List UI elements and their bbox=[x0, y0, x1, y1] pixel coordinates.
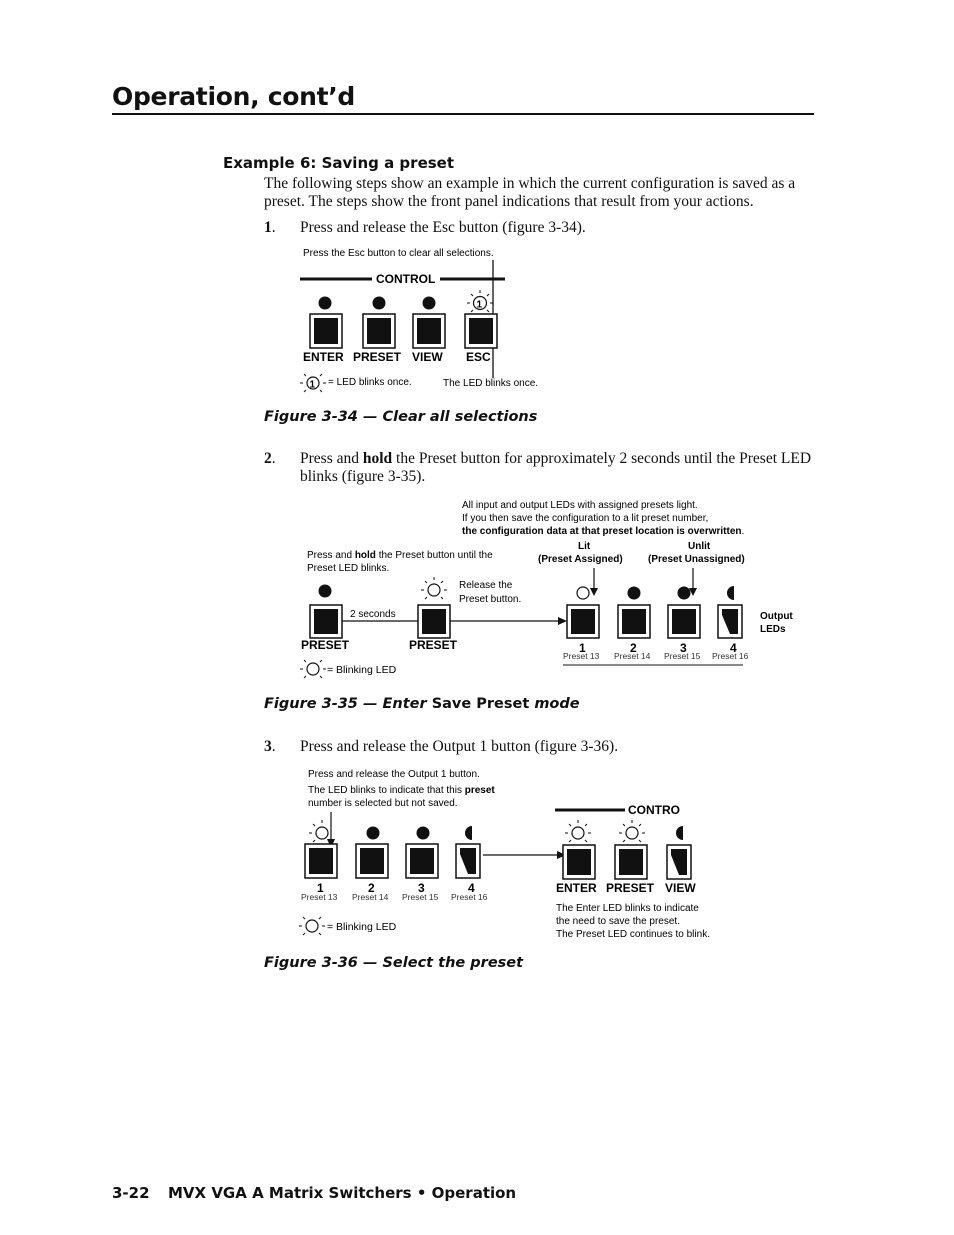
fig36-view-label: VIEW bbox=[665, 881, 696, 895]
esc-label: ESC bbox=[466, 350, 491, 364]
step-3-text: Press and release the Output 1 button (figure 3-36). bbox=[300, 738, 619, 755]
section-heading: Example 6: Saving a preset bbox=[223, 154, 455, 172]
figure-3-34-diagram bbox=[260, 240, 580, 400]
output-2-led bbox=[628, 587, 641, 600]
step-2-text: Press and hold the Preset button for approximately 2 seconds until the Preset LED blinks (figure 3-35). bbox=[300, 450, 812, 485]
release-note-line-2: Preset button. bbox=[459, 594, 522, 605]
seconds-label: 2 seconds bbox=[350, 609, 396, 620]
fig36-legend-blinking-led-icon bbox=[299, 917, 325, 935]
fig36-view-led bbox=[676, 826, 683, 840]
preset-led-blinking-icon bbox=[421, 577, 447, 599]
output-number-3: 3 bbox=[680, 641, 687, 655]
step-1-text: Press and release the Esc button (figure 3-34). bbox=[300, 219, 586, 236]
fig36-note-line-1: Press and release the Output 1 button. bbox=[308, 769, 480, 780]
fig36-output-2-led bbox=[367, 827, 380, 840]
fig36-preset-16-label: Preset 16 bbox=[451, 892, 488, 902]
figure-3-36-diagram bbox=[295, 762, 735, 942]
preset-button-hold-face bbox=[314, 609, 338, 634]
output-4-led bbox=[727, 586, 734, 600]
title-rule bbox=[112, 113, 814, 115]
fig36-output-3-led bbox=[417, 827, 430, 840]
figure-3-35-diagram bbox=[290, 495, 810, 685]
output-leds-label-2: LEDs bbox=[760, 624, 786, 635]
fig34-note-bottom: The LED blinks once. bbox=[443, 378, 539, 389]
preset-button-release-face bbox=[422, 609, 446, 634]
fig36-output-number-4: 4 bbox=[468, 881, 475, 895]
release-arrow-head bbox=[558, 617, 567, 625]
output-1-button-face bbox=[571, 609, 595, 634]
fig36-note-line-2: The LED blinks to indicate that this preset bbox=[308, 785, 495, 796]
fig35-note-line-3: the configuration data at that preset location is overwritten. bbox=[462, 526, 745, 537]
esc-led-blink-once-icon bbox=[467, 290, 493, 312]
output-number-1: 1 bbox=[579, 641, 586, 655]
svg-text:1: 1 bbox=[476, 299, 483, 311]
step-3-number: 3. bbox=[264, 738, 276, 755]
preset-led-blinking-icon-2 bbox=[619, 820, 645, 842]
enter-label: ENTER bbox=[303, 350, 344, 364]
enter-led bbox=[319, 297, 332, 310]
hold-note-line-2: Preset LED blinks. bbox=[307, 563, 390, 574]
fig36-preset-label: PRESET bbox=[606, 881, 655, 895]
enter-led-blinking-icon bbox=[565, 820, 591, 842]
esc-button-face bbox=[469, 318, 493, 344]
output-leds-label-1: Output bbox=[760, 611, 793, 622]
output-3-button-face bbox=[672, 609, 696, 634]
fig36-enter-label: ENTER bbox=[556, 881, 597, 895]
fig36-output-4-led bbox=[465, 826, 472, 840]
intro-paragraph: The following steps show an example in which the current configuration is saved as a preset. The steps show the front panel indications that result from your actions. bbox=[264, 175, 796, 210]
view-button-face bbox=[417, 318, 441, 344]
fig36-preset-15-label: Preset 15 bbox=[402, 892, 439, 902]
figure-3-35 bbox=[290, 495, 810, 685]
legend-blinking-led-icon bbox=[300, 660, 326, 678]
legend-blink-once-icon bbox=[300, 374, 326, 392]
figure-3-34 bbox=[260, 240, 580, 400]
fig36-output-3-button-face bbox=[410, 848, 434, 874]
hold-note-line-1: Press and hold the Preset button until the bbox=[307, 550, 493, 561]
fig36-preset-13-label: Preset 13 bbox=[301, 892, 338, 902]
preset-15-label: Preset 15 bbox=[664, 651, 701, 661]
unlit-sublabel: (Preset Unassigned) bbox=[648, 554, 745, 565]
enter-note-line-1: The Enter LED blinks to indicate bbox=[556, 903, 699, 914]
preset-led-hold bbox=[319, 585, 332, 598]
fig36-preset-14-label: Preset 14 bbox=[352, 892, 389, 902]
preset-button-face bbox=[367, 318, 391, 344]
enter-button-face bbox=[314, 318, 338, 344]
release-note-line-1: Release the bbox=[459, 580, 513, 591]
fig36-legend: = Blinking LED bbox=[327, 921, 397, 933]
fig35-note-line-1: All input and output LEDs with assigned presets light. bbox=[462, 500, 698, 511]
lit-pointer-arrow bbox=[590, 588, 598, 596]
preset-led bbox=[373, 297, 386, 310]
preset-13-label: Preset 13 bbox=[563, 651, 600, 661]
lit-label: Lit bbox=[578, 541, 591, 552]
fig35-note-line-2: If you then save the configuration to a lit preset number, bbox=[462, 513, 709, 524]
output-1-led-blinking-icon bbox=[309, 820, 328, 842]
unlit-label: Unlit bbox=[688, 541, 711, 552]
fig36-enter-button-face bbox=[567, 849, 591, 875]
figure-3-35-caption: Figure 3-35 — Enter Save Preset mode bbox=[264, 696, 580, 712]
fig36-output-number-1: 1 bbox=[317, 881, 324, 895]
footer-title: MVX VGA A Matrix Switchers • Operation bbox=[168, 1184, 517, 1202]
fig36-output-number-3: 3 bbox=[418, 881, 425, 895]
output-2-button-face bbox=[622, 609, 646, 634]
fig36-note-line-3: number is selected but not saved. bbox=[308, 798, 458, 809]
fig36-output-number-2: 2 bbox=[368, 881, 375, 895]
preset-14-label: Preset 14 bbox=[614, 651, 651, 661]
fig36-control-label: CONTRO bbox=[628, 803, 680, 817]
preset-label-1: PRESET bbox=[301, 638, 350, 652]
fig36-output-1-button-face bbox=[309, 848, 333, 874]
step-1-number: 1. bbox=[264, 219, 276, 236]
view-led bbox=[423, 297, 436, 310]
enter-note-line-3: The Preset LED continues to blink. bbox=[556, 929, 710, 940]
preset-label-2: PRESET bbox=[409, 638, 458, 652]
page-title: Operation, cont’d bbox=[112, 82, 356, 111]
step-2-number: 2. bbox=[264, 450, 276, 467]
fig35-legend: = Blinking LED bbox=[327, 664, 397, 676]
figure-3-36-caption: Figure 3-36 — Select the preset bbox=[264, 955, 524, 971]
preset-label: PRESET bbox=[353, 350, 402, 364]
fig34-legend: = LED blinks once. bbox=[328, 377, 412, 388]
figure-3-34-caption: Figure 3-34 — Clear all selections bbox=[264, 409, 538, 425]
preset-16-label: Preset 16 bbox=[712, 651, 749, 661]
footer-page-number: 3-22 bbox=[112, 1184, 150, 1202]
svg-text:1: 1 bbox=[309, 379, 316, 391]
enter-note-line-2: the need to save the preset. bbox=[556, 916, 680, 927]
fig36-preset-button-face bbox=[619, 849, 643, 875]
fig34-control-label: CONTROL bbox=[376, 272, 436, 286]
view-label: VIEW bbox=[412, 350, 443, 364]
output-1-led bbox=[577, 587, 589, 599]
lit-sublabel: (Preset Assigned) bbox=[538, 554, 623, 565]
fig34-note-top: Press the Esc button to clear all selections. bbox=[303, 248, 494, 259]
output-number-4: 4 bbox=[730, 641, 737, 655]
output-3-led bbox=[678, 587, 691, 600]
fig36-output-2-button-face bbox=[360, 848, 384, 874]
figure-3-36 bbox=[295, 762, 735, 942]
output-number-2: 2 bbox=[630, 641, 637, 655]
